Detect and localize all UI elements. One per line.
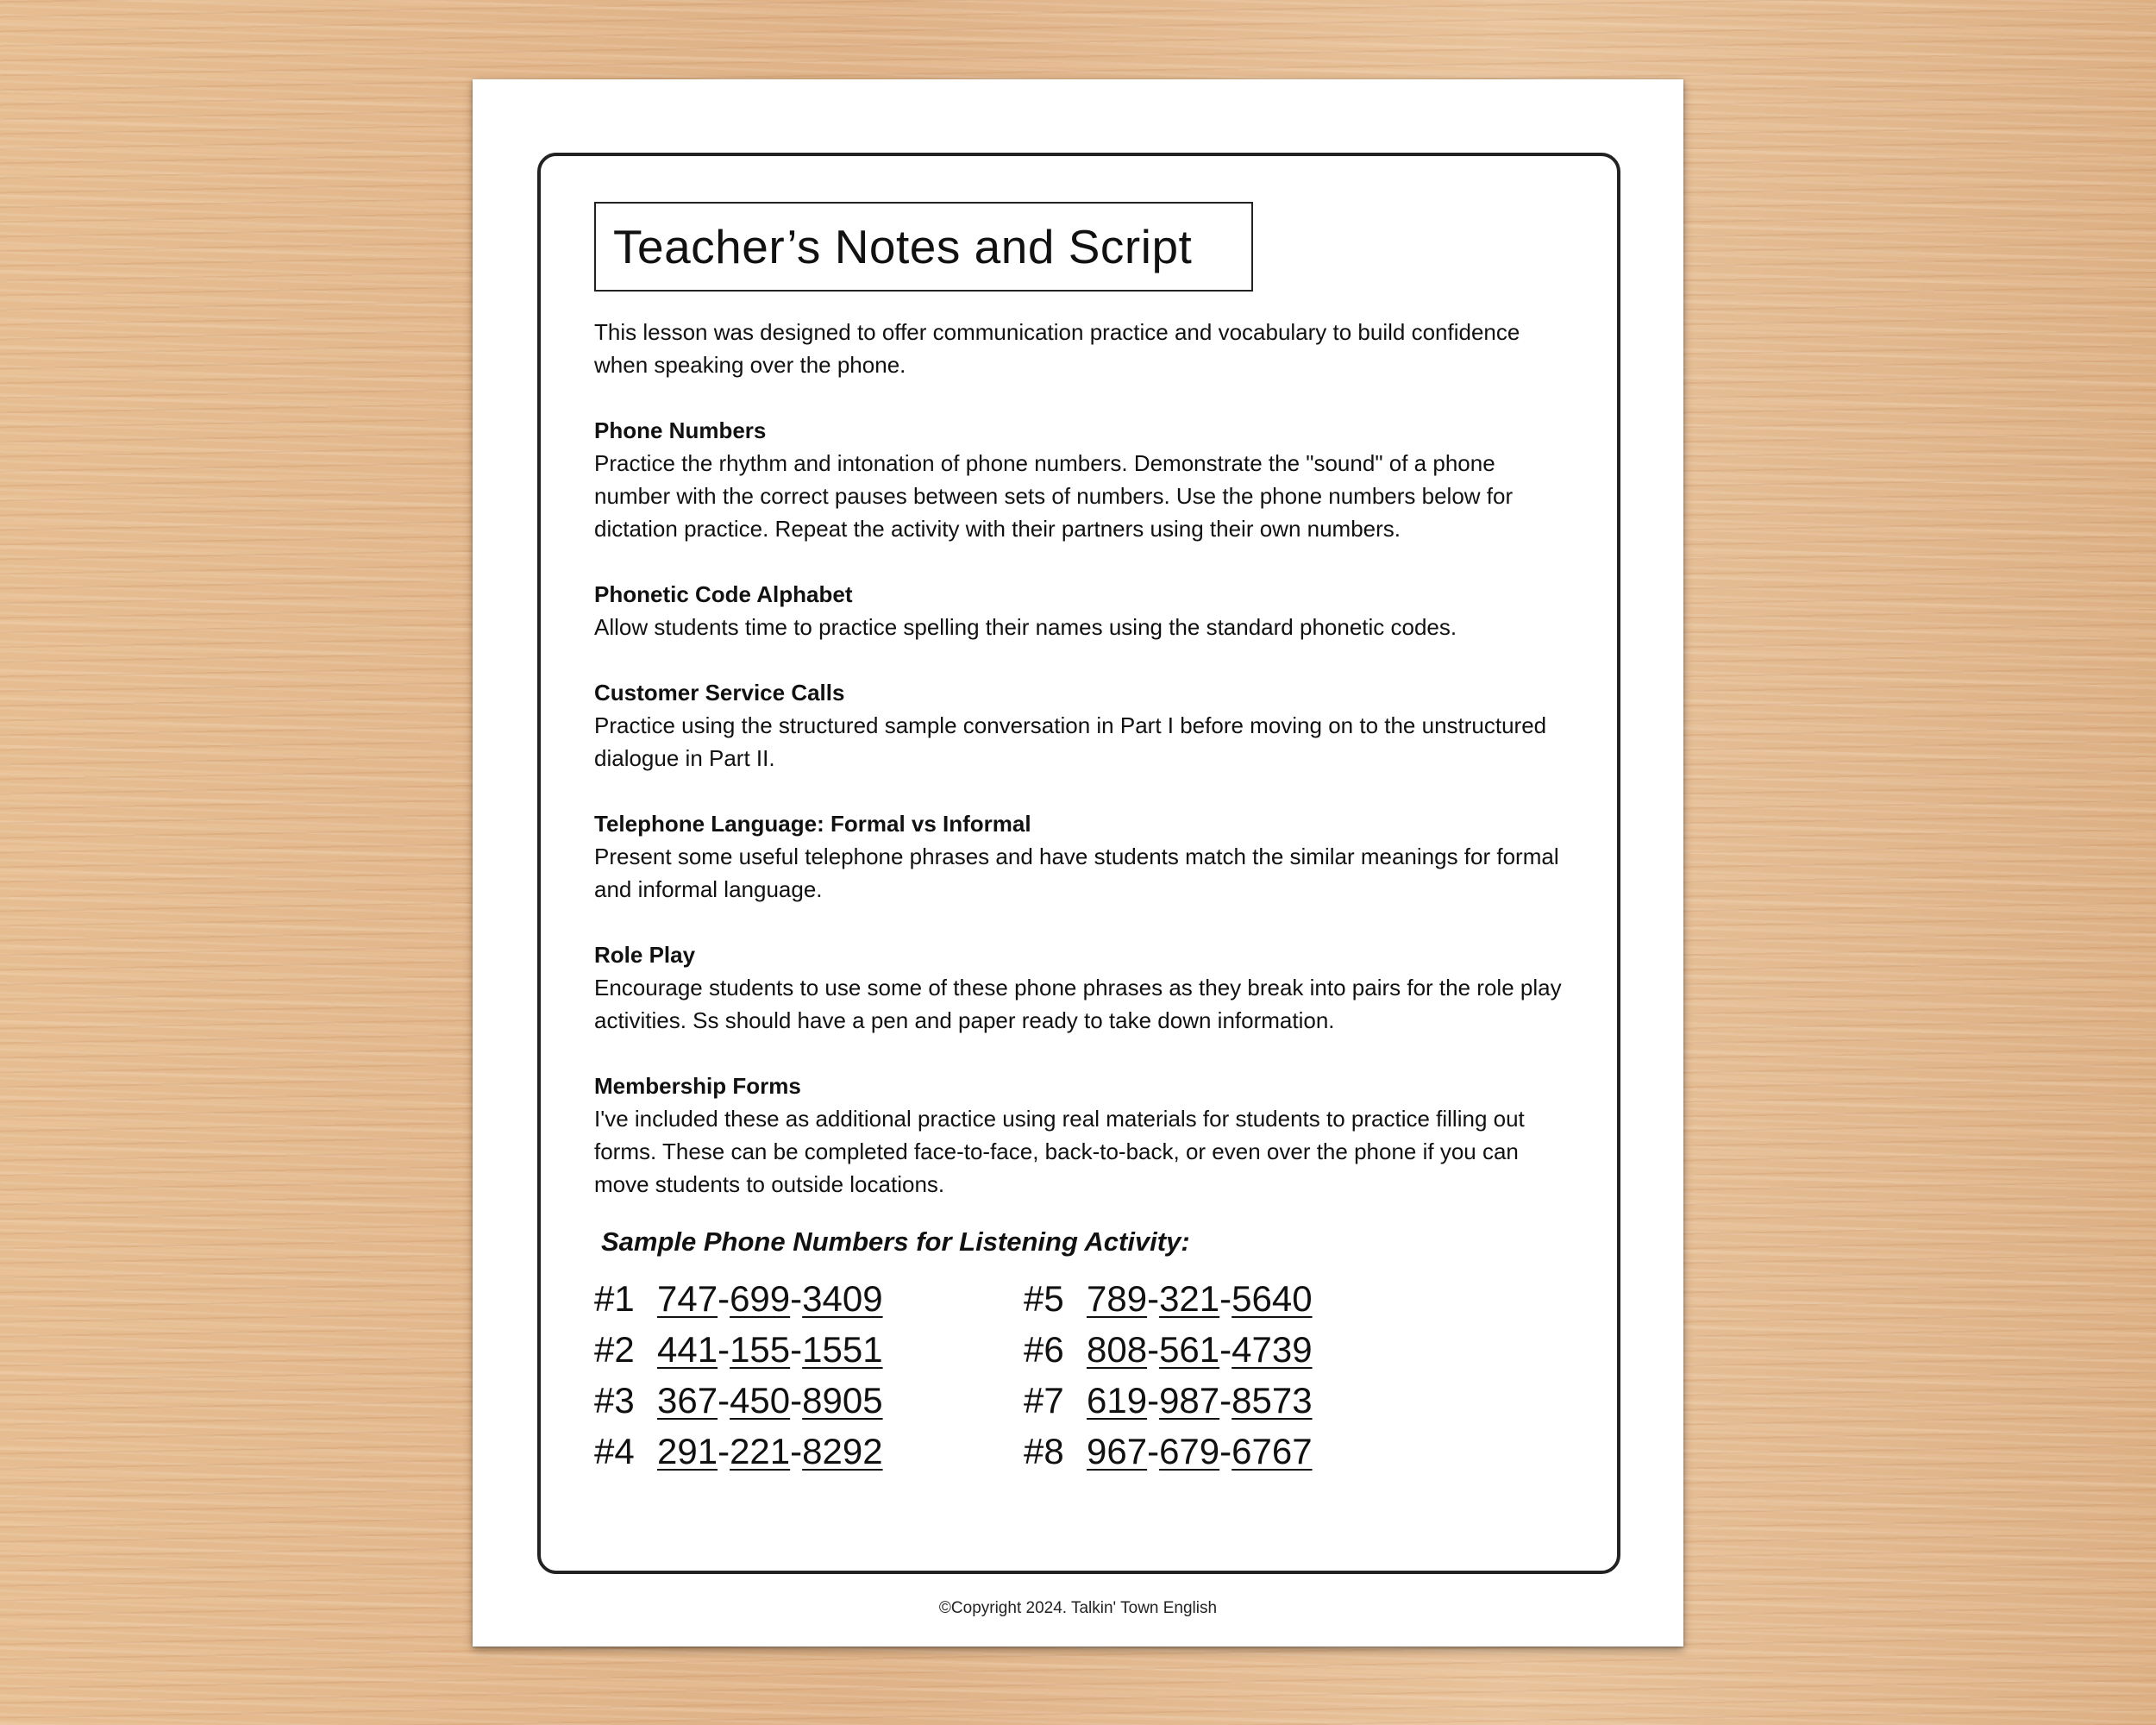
phone-number-item	[594, 1276, 1024, 1321]
section-heading: Telephone Language: Formal vs Informal	[594, 811, 1031, 837]
phone-number-label: #3	[594, 1380, 635, 1421]
phone-line-number: 6767	[1232, 1431, 1313, 1471]
phone-number-label: #1	[594, 1278, 635, 1319]
title-box	[594, 202, 1253, 292]
phone-number-label: #8	[1024, 1431, 1064, 1471]
section-telephone-language	[594, 807, 1569, 906]
section-heading: Phone Numbers	[594, 417, 767, 443]
section-phonetic-code-alphabet	[594, 578, 1569, 643]
section-phone-numbers	[594, 414, 1569, 545]
phone-area-code: 367	[657, 1380, 718, 1421]
phone-area-code: 747	[657, 1278, 718, 1319]
content-frame	[537, 153, 1620, 1574]
page-content	[594, 202, 1569, 1474]
phone-line-number: 8573	[1232, 1380, 1313, 1421]
section-body: Allow students time to practice spelling their names using the standard phonetic codes.	[594, 614, 1457, 640]
phone-separator: -	[1219, 1278, 1232, 1319]
section-heading: Customer Service Calls	[594, 680, 845, 706]
copyright-footer: ©Copyright 2024. Talkin' Town English	[938, 1599, 1218, 1617]
phone-area-code: 441	[657, 1329, 718, 1370]
phone-prefix: 321	[1159, 1278, 1220, 1319]
phone-prefix: 561	[1159, 1329, 1220, 1370]
phone-separator: -	[1219, 1329, 1232, 1370]
phone-number-item	[1024, 1429, 1369, 1474]
section-heading: Membership Forms	[594, 1073, 801, 1099]
phone-area-code: 967	[1087, 1431, 1148, 1471]
phone-separator: -	[718, 1329, 730, 1370]
section-membership-forms	[594, 1070, 1569, 1201]
phone-separator: -	[1147, 1380, 1160, 1421]
page-title: Teacher’s Notes and Script	[613, 220, 1193, 273]
phone-separator: -	[790, 1431, 803, 1471]
phone-number-item	[1024, 1276, 1369, 1321]
section-body: Encourage students to use some of these phone phrases as they break into pairs for the role play activities. Ss should have a pen and paper ready to take down information.	[594, 975, 1562, 1033]
phone-area-code: 808	[1087, 1329, 1148, 1370]
section-body: Practice the rhythm and intonation of phone numbers. Demonstrate the "sound" of a phone number with the correct pauses between sets of numbers. Use the phone numbers below for dictation practice. Repeat the activity with their partners using their own numbers.	[594, 450, 1514, 542]
phone-prefix: 450	[730, 1380, 791, 1421]
phone-prefix: 679	[1159, 1431, 1220, 1471]
phone-separator: -	[718, 1380, 730, 1421]
section-body: I've included these as additional practice using real materials for students to practice filling out forms. These can be completed face-to-face, back-to-back, or even over the phone if you can move students to outside locations.	[594, 1106, 1525, 1197]
phone-prefix: 987	[1159, 1380, 1220, 1421]
phone-separator: -	[1219, 1380, 1232, 1421]
phone-line-number: 3409	[802, 1278, 883, 1319]
phone-separator: -	[790, 1380, 803, 1421]
phone-line-number: 1551	[802, 1329, 883, 1370]
phone-number-label: #6	[1024, 1329, 1064, 1370]
document-page	[473, 79, 1683, 1647]
phone-number-label: #2	[594, 1329, 635, 1370]
phone-line-number: 8292	[802, 1431, 883, 1471]
phone-line-number: 4739	[1232, 1329, 1313, 1370]
section-role-play	[594, 938, 1569, 1037]
phone-prefix: 155	[730, 1329, 791, 1370]
phone-separator: -	[790, 1278, 803, 1319]
phone-number-item	[1024, 1378, 1369, 1423]
section-customer-service-calls	[594, 676, 1569, 775]
phone-number-item	[594, 1378, 1024, 1423]
phone-area-code: 619	[1087, 1380, 1148, 1421]
phone-separator: -	[1147, 1278, 1160, 1319]
phone-separator: -	[718, 1278, 730, 1319]
phone-number-item	[1024, 1327, 1369, 1372]
phone-area-code: 789	[1087, 1278, 1148, 1319]
phone-area-code: 291	[657, 1431, 718, 1471]
phone-separator: -	[718, 1431, 730, 1471]
phone-number-list	[594, 1276, 1569, 1474]
section-body: Practice using the structured sample conversation in Part I before moving on to the unstructured dialogue in Part II.	[594, 712, 1547, 771]
phone-line-number: 8905	[802, 1380, 883, 1421]
phone-separator: -	[1219, 1431, 1232, 1471]
phone-number-label: #4	[594, 1431, 635, 1471]
phone-number-label: #5	[1024, 1278, 1064, 1319]
phone-number-item	[594, 1429, 1024, 1474]
phone-separator: -	[790, 1329, 803, 1370]
phone-number-label: #7	[1024, 1380, 1064, 1421]
section-heading: Phonetic Code Alphabet	[594, 581, 853, 607]
section-body: Present some useful telephone phrases and have students match the similar meanings for formal and informal language.	[594, 844, 1559, 902]
sample-phone-numbers-heading: Sample Phone Numbers for Listening Activity:	[601, 1226, 1190, 1257]
section-heading: Role Play	[594, 942, 696, 968]
phone-prefix: 699	[730, 1278, 791, 1319]
phone-separator: -	[1147, 1431, 1160, 1471]
phone-line-number: 5640	[1232, 1278, 1313, 1319]
phone-number-item	[594, 1327, 1024, 1372]
intro-paragraph: This lesson was designed to offer communication practice and vocabulary to build confidence when speaking over the phone.	[594, 319, 1520, 378]
phone-separator: -	[1147, 1329, 1160, 1370]
phone-prefix: 221	[730, 1431, 791, 1471]
